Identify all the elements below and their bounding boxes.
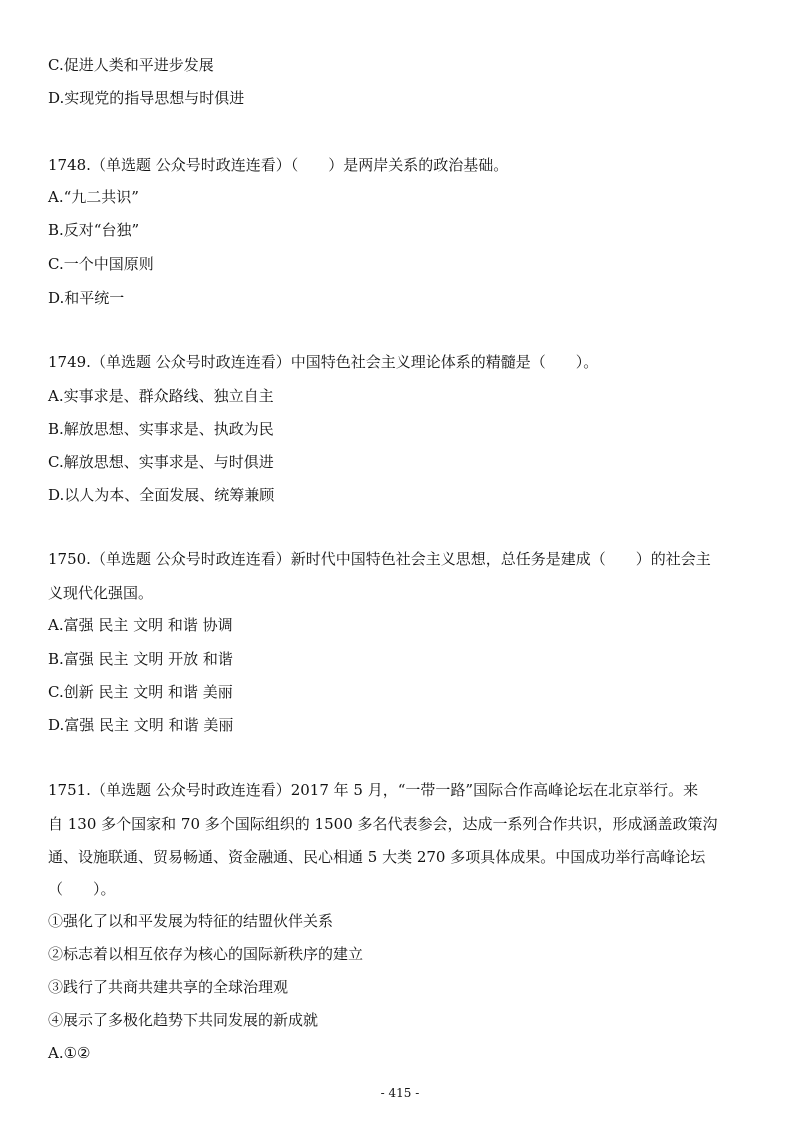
- question-stem-1751-cont: 自 130 多个国家和 70 多个国际组织的 1500 多名代表参会，达成一系列合作共识，形成涵盖政策沟: [48, 815, 718, 833]
- question-stem-1751-cont: 通、设施联通、贸易畅通、资金融通、民心相通 5 大类 270 多项具体成果。中国成功举行高峰论坛: [48, 848, 706, 866]
- question-stem-1751: 1751.（单选题 公众号时政连连看）2017 年 5 月，“一带一路”国际合作高峰论坛在北京举行。来: [48, 781, 699, 799]
- option-line: C.一个中国原则: [48, 255, 154, 273]
- option-line: D.以人为本、全面发展、统筹兼顾: [48, 486, 275, 504]
- option-line: D.实现党的指导思想与时俱进: [48, 89, 245, 107]
- question-stem-1748: 1748.（单选题 公众号时政连连看）（ ）是两岸关系的政治基础。: [48, 156, 509, 174]
- option-line: ③践行了共商共建共享的全球治理观: [48, 978, 289, 996]
- question-stem-1750-cont: 义现代化强国。: [48, 584, 154, 602]
- option-line: A.“九二共识”: [48, 188, 139, 206]
- page-number: - 415 -: [380, 1086, 420, 1100]
- option-line: B.解放思想、实事求是、执政为民: [48, 420, 274, 438]
- option-line: A.①②: [48, 1044, 91, 1062]
- option-line: ②标志着以相互依存为核心的国际新秩序的建立: [48, 945, 364, 963]
- option-line: D.和平统一: [48, 289, 125, 307]
- option-line: B.反对“台独”: [48, 221, 140, 239]
- option-line: A.实事求是、群众路线、独立自主: [48, 387, 274, 405]
- question-stem-1749: 1749.（单选题 公众号时政连连看）中国特色社会主义理论体系的精髓是（ ）。: [48, 353, 599, 371]
- option-line: C.创新 民主 文明 和谐 美丽: [48, 683, 233, 701]
- question-stem-1750: 1750.（单选题 公众号时政连连看）新时代中国特色社会主义思想，总任务是建成（ ）的社会主: [48, 550, 711, 568]
- option-line: ④展示了多极化趋势下共同发展的新成就: [48, 1011, 319, 1029]
- question-stem-1751-cont: （ ）。: [48, 880, 116, 898]
- option-line: A.富强 民主 文明 和谐 协调: [48, 616, 233, 634]
- option-line: C.解放思想、实事求是、与时俱进: [48, 453, 274, 471]
- option-line: D.富强 民主 文明 和谐 美丽: [48, 716, 234, 734]
- option-line: B.富强 民主 文明 开放 和谐: [48, 650, 233, 668]
- option-line: ①强化了以和平发展为特征的结盟伙伴关系: [48, 912, 334, 930]
- option-line: C.促进人类和平进步发展: [48, 56, 214, 74]
